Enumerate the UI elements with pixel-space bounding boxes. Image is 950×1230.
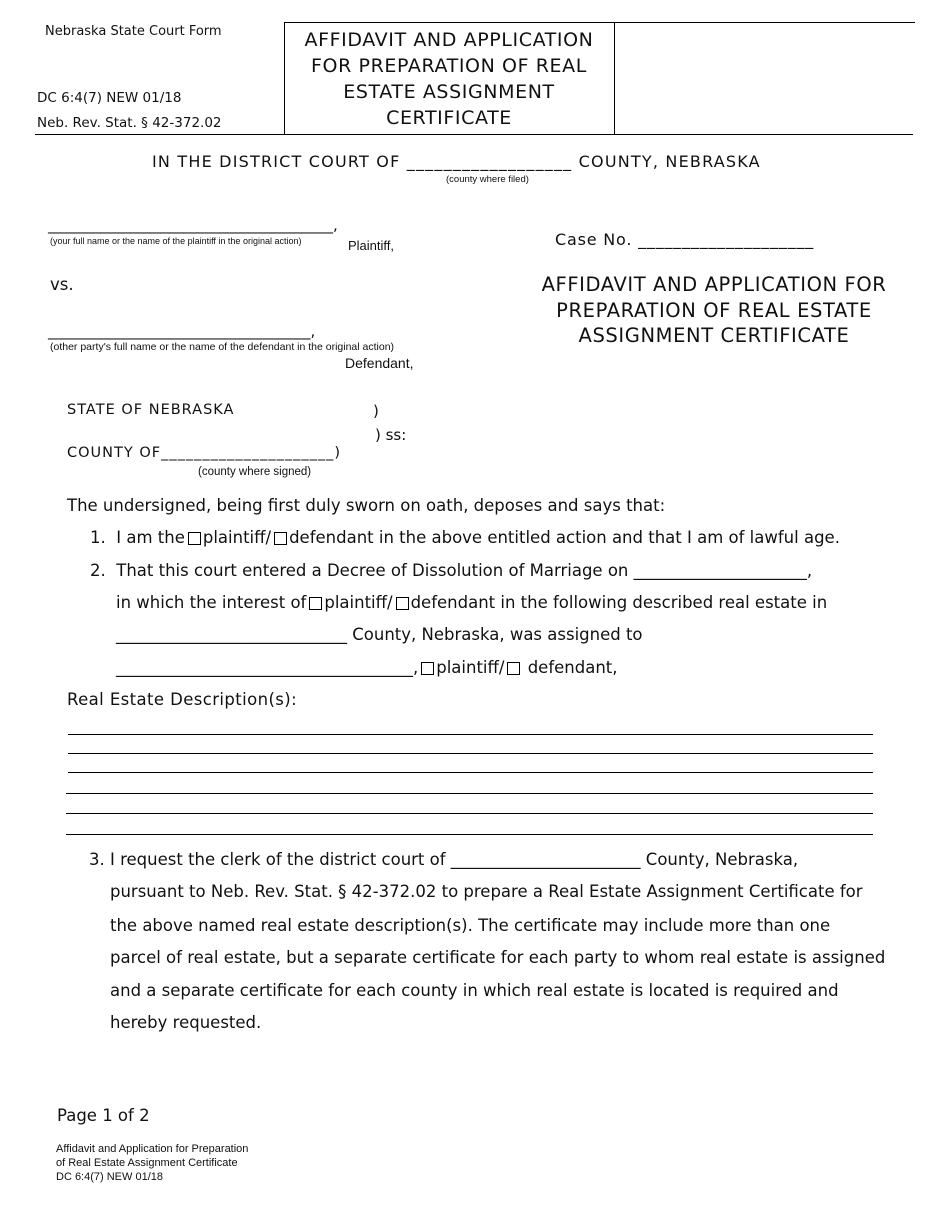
defendant-checkbox-1[interactable] [274,532,287,545]
document-title: AFFIDAVIT AND APPLICATION FOR PREPARATION OF REAL ESTATE ASSIGNMENT CERTIFICATE [541,273,887,347]
page-number: Page 1 of 2 [57,1106,150,1125]
item-2-text-a: in which the interest of [116,593,307,612]
footer-line-3: DC 6:4(7) NEW 01/18 [56,1171,163,1183]
item-2-text-d: plaintiff/ [436,658,505,677]
item-3-line-6: hereby requested. [110,1013,262,1032]
defendant-hint: (other party's full name or the name of the defendant in the original action) [50,341,395,353]
real-estate-description-label: Real Estate Description(s): [67,690,298,709]
item-3-line-1: 3. I request the clerk of the district court of _______________________ County, Nebraska, [89,850,799,869]
item-1-text-c: defendant in the above entitled action and that I am of lawful age. [289,528,840,547]
item-2-text-e: defendant, [527,658,618,677]
item-1-text-b: plaintiff/ [202,528,272,547]
item-2-line-4 [116,658,618,677]
plaintiff-checkbox-2[interactable] [309,597,322,610]
venue-ss: ) ss: [375,426,407,444]
footer-line-2: of Real Estate Assignment Certificate [56,1157,238,1169]
item-2-line-2 [116,593,827,612]
header-title: AFFIDAVIT AND APPLICATION FOR PREPARATION OF REAL ESTATE ASSIGNMENT CERTIFICATE [304,29,594,129]
venue-county-field[interactable]: COUNTY OF_____________________) [67,445,341,461]
defendant-name-field[interactable]: ___________________________________, [48,322,316,340]
item-2-text-b: plaintiff/ [324,593,393,612]
assignee-name-field[interactable]: ____________________________________, [116,658,419,677]
plaintiff-checkbox-3[interactable] [421,662,434,675]
court-county-hint: (county where filed) [446,174,529,185]
venue-paren: ) [373,402,379,420]
defendant-checkbox-2[interactable] [396,597,409,610]
item-2-number: 2. [90,561,106,580]
item-2-line-1 [90,561,812,580]
description-line-1[interactable] [68,734,873,735]
decree-date-field[interactable]: That this court entered a Decree of Dissolution of Marriage on _____________________, [116,561,813,580]
form-number: DC 6:4(7) NEW 01/18 [37,90,182,106]
item-2-text-c: defendant in the following described real estate in [410,593,828,612]
description-line-4[interactable] [66,793,873,794]
plaintiff-hint: (your full name or the name of the plaintiff in the original action) [50,236,302,246]
footer-line-1: Affidavit and Application for Preparation [56,1143,249,1155]
venue-county-hint: (county where signed) [198,466,312,478]
item-3-line-3: the above named real estate description(s). The certificate may include more than one [110,916,831,935]
header-divider-right [614,22,615,134]
header-divider-left [284,22,285,134]
intro-sentence: The undersigned, being first duly sworn on oath, deposes and says that: [67,496,666,515]
case-number-field[interactable]: Case No. ____________________ [555,230,815,249]
form-source: Nebraska State Court Form [45,24,222,39]
item-1-text-a: I am the [116,528,185,547]
venue-state: STATE OF NEBRASKA [67,402,235,418]
item-1-number: 1. [90,528,106,547]
description-line-6[interactable] [66,834,873,835]
vs-label: vs. [50,275,74,294]
item-3-line-5: and a separate certificate for each county in which real estate is located is required and [110,981,839,1000]
real-estate-county-field[interactable]: ____________________________ County, Nebraska, was assigned to [116,625,643,644]
plaintiff-checkbox-1[interactable] [188,532,201,545]
item-1 [90,528,840,547]
defendant-label: Defendant, [345,355,414,371]
header-top-rule [284,22,915,23]
plaintiff-name-field[interactable]: ______________________________________, [48,216,338,234]
defendant-checkbox-3[interactable] [507,662,520,675]
item-3-line-4: parcel of real estate, but a separate certificate for each party to whom real estate is assigned [110,948,886,967]
description-line-3[interactable] [68,772,873,773]
description-line-5[interactable] [66,813,873,814]
statute-reference: Neb. Rev. Stat. § 42-372.02 [37,115,222,131]
header-bottom-rule [35,134,913,135]
description-line-2[interactable] [68,753,873,754]
item-3-line-2: pursuant to Neb. Rev. Stat. § 42-372.02 to prepare a Real Estate Assignment Certificate for [110,882,863,901]
court-line: IN THE DISTRICT COURT OF __________________ COUNTY, NEBRASKA [152,152,761,171]
plaintiff-label: Plaintiff, [348,238,395,253]
